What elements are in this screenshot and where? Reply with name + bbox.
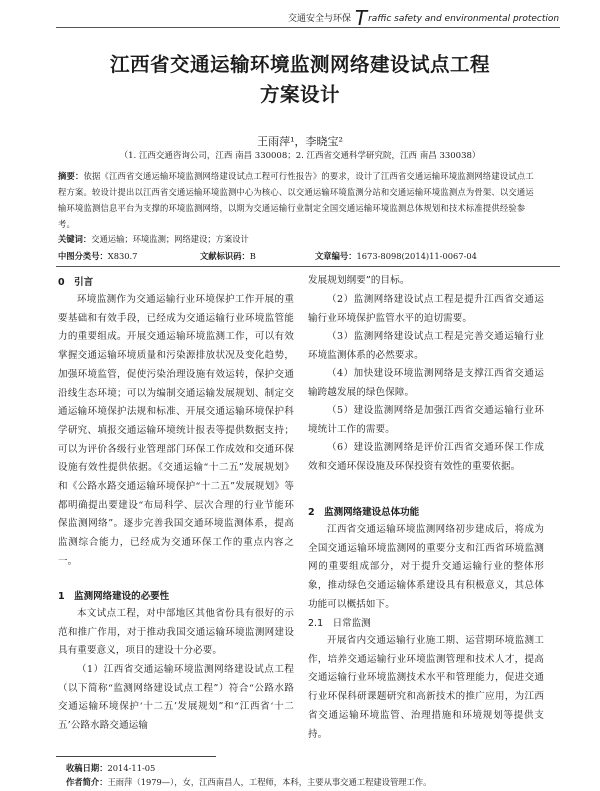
doc-code-label: 文献标识码： [200,251,250,261]
keywords [58,233,249,245]
author-bio-label: 作者简介： [66,777,108,787]
necessity-item-6: （6）建设监测网络是评价江西省交通环保工作成效和交通环保设施及环保投资有效性的重要依据。 [308,442,544,472]
article-title-line2: 方案设计 [259,83,340,106]
section-2-heading: 2 监测网络建设总体功能 [308,507,420,518]
section-1-heading: 1 监测网络建设的必要性 [58,591,170,602]
section-1-paragraph-2: （1）江西省交通运输环境监测网络建设试点工程（以下简称“监测网络建设试点工程”）符合“公路水路交通运输环境保护‘十二五’发展规划”和“江西省‘十二五’公路水路交通运输 [58,664,294,732]
journal-logo-letter: T [354,6,368,30]
author-bio [66,776,431,788]
received-date [66,762,155,774]
article-title-line1: 江西省交通运输环境监测网络建设试点工程 [109,53,490,76]
section-0-heading: 0 引言 [58,277,94,288]
abstract [58,168,542,232]
footnote-rule [56,756,216,757]
keywords-text: 交通运输；环境监测；网络建设；方案设计 [91,234,249,244]
article-no-value: 1673-8098(2014)11-0067-04 [356,251,477,261]
clc-label: 中图分类号： [58,251,108,261]
keywords-label: 关键词： [58,234,92,244]
abstract-label: 摘要： [58,171,84,181]
section-0-paragraph: 环境监测作为交通运输行业环境保护工作开展的重要基础和有效手段，已经成为交通运输行业环境监管能力的重要组成。开展交通运输环境监测工作，可以有效掌握交通运输环境质量和污染源排放状况及变化趋势，加强环境监管，促使污染治理设施有效运转，保护交通沿线生态环境；可以为编制交通运输发展规划、制定交通运输环境保护法规和标准、开展交通运输环境保护科学研究、填报交通运输环境统计报表等提供数据支持；可以为评价各级行业管理部门环保工作成效和交通环保设施有效性提供依据。《交通运输“十二五”发展规划》和《公路水路交通运输环境保护“十二五”发展规划》等都明确提出要建设“布局科学、层次合理的行业节能环保监测网络”。逐步完善我国交通环境监测体系，提高监测综合能力，已经成为交通环保工作的重点内容之一。 [58,294,294,567]
section-2-1-paragraph: 开展省内交通运输行业施工期、运营期环境监测工作，培养交通运输行业环境监测管理和技术人才，提高交通运输行业环境监测技术水平和管理能力，促进交通行业环保科研课题研究和高新技术的推广应用，为江西省交通运输环境监管、治理措施和环境规划等提供支持。 [308,635,544,740]
journal-name-en: raffic safety and environmental protection [368,14,560,24]
necessity-item-5: （5）建设监测网络是加强江西省交通运输行业环境统计工作的需要。 [308,405,544,435]
necessity-item-2: （2）监测网络建设试点工程是提升江西省交通运输行业环境保护监管水平的迫切需要。 [308,294,544,324]
necessity-item-3: （3）监测网络建设试点工程是完善交通运输行业环境监测体系的必然要求。 [308,331,544,361]
author-bio-text: 王雨萍（1979—），女，江西南昌人，工程师，本科，主要从事交通工程建设管理工作。 [107,777,432,787]
clc-value: X830.7 [107,251,138,261]
abstract-text: 依据《江西省交通运输环境监测网络建设试点工程可行性报告》的要求，设计了江西省交通运输环境监测网络建设试点工程方案。较设计提出以江西省交通运输环境监测中心为核心、以交通运输环境监测分站和交通运输环境监测点为骨架、以交通运输环境监测信息平台为支撑的环境监测网络，以期为交通运输行业制定全国交通运输环境监测总体规划和技术标准提供经验参考。 [58,171,534,229]
received-label: 收稿日期： [66,763,108,773]
necessity-item-4: （4）加快建设环境监测网络是支撑江西省交通运输跨越发展的绿色保障。 [308,368,544,398]
section-2-1-heading: 2.1 日常监测 [308,618,371,629]
doc-code-value: B [249,251,256,261]
article-number [315,250,477,262]
received-value: 2014-11-05 [107,763,156,773]
header-rule [56,27,560,28]
section-2-paragraph: 江西省交通运输环境监测网络初步建成后，将成为全国交通运输环境监测网的重要分支和江西省环境监测网的重要组成部分，对于提升交通运输行业的整体形象，推动绿色交通运输体系建设具有积极意义，其总体功能可以概括如下。 [308,524,544,610]
article-no-label: 文章编号： [315,251,357,261]
document-code [200,250,256,262]
authors: 王雨萍¹，李晓宝² [257,135,343,148]
affiliation: （1. 江西交通咨询公司，江西 南昌 330008；2. 江西省交通科学研究院，江西 南昌 330038） [119,151,481,161]
journal-name-cn: 交通安全与环保 [288,14,352,24]
continued-text: 发展规划纲要”的目标。 [308,275,410,286]
clc-number [58,250,137,262]
abstract-rule [56,266,560,267]
section-1-paragraph-1: 本文试点工程，对中部地区其他省份具有很好的示范和推广作用，对于推动我国交通运输环境监测网建设具有重要意义，项目的建设十分必要。 [58,608,294,657]
